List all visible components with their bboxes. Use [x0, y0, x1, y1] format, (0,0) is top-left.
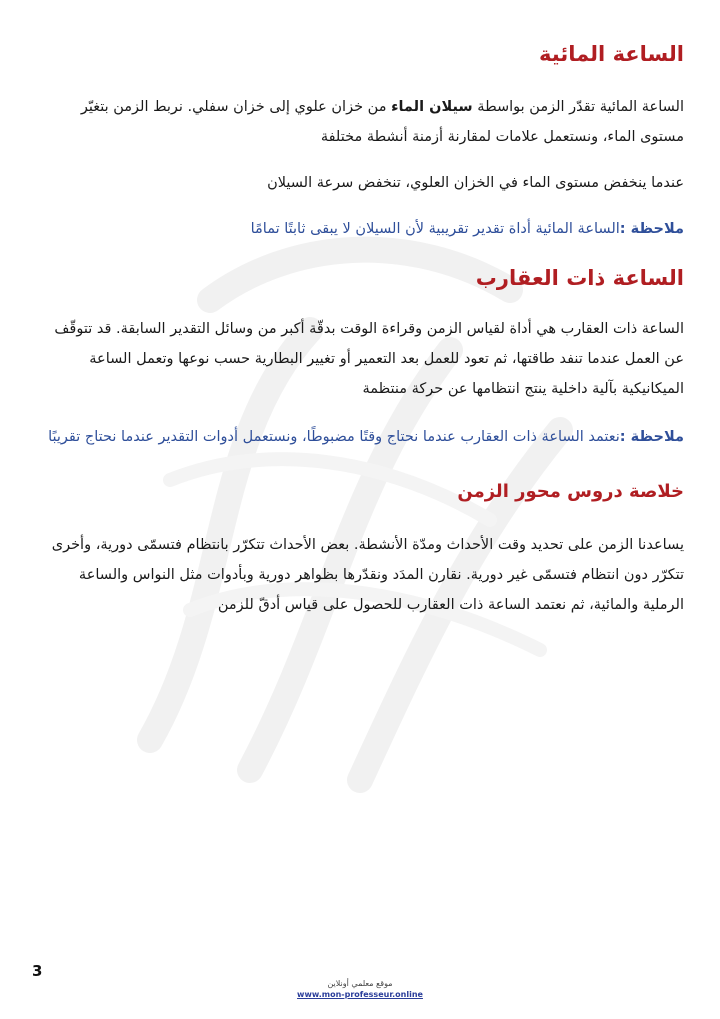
footer-site-name: موقع معلمي أونلاين [327, 979, 393, 988]
summary-heading: خلاصة دروس محور الزمن [457, 481, 684, 502]
analog-clock-paragraph: الساعة ذات العقارب هي أداة لقياس الزمن وقراءة الوقت بدقّة أكبر من وسائل التقدير السابقة. قد تتوقّف عن العمل عندما تنفد طاقتها، ثم تعود للعمل بعد التعمير أو تغيير البطارية حسب نوعها وتعمل الساعة الميكانيكية بآلية داخلية ينتج انتظامها عن حركة منتظمة [54, 321, 684, 397]
note-label: ملاحظة : [619, 429, 684, 445]
note-text: نعتمد الساعة ذات العقارب عندما نحتاج وقتًا مضبوطًا، ونستعمل أدوات التقدير عندما نحتاج تقريبًا [48, 429, 620, 445]
page-content [38, 34, 684, 620]
water-clock-note [38, 214, 684, 244]
summary-paragraph: يساعدنا الزمن على تحديد وقت الأحداث ومدّة الأنشطة. بعض الأحداث تتكرّر بانتظام فتسمّى دورية، وأخرى تتكرّر دون انتظام فتسمّى غير دورية. نقارن المدَد ونقدّرها بظواهر دورية وبأدوات مثل النواس والساعة الرملية والمائية، ثم نعتمد الساعة ذات العقارب للحصول على قياس أدقّ للزمن [51, 537, 684, 613]
water-p1-after: من خزان علوي إلى خزان سفلي. نربط الزمن بتغيّر مستوى الماء، ونستعمل علامات لمقارنة أزمنة أنشطة مختلفة [80, 99, 684, 145]
footer-site-link[interactable]: www.mon-professeur.online [297, 990, 423, 999]
page-number: 3 [32, 962, 43, 980]
water-clock-paragraph-1 [38, 92, 684, 152]
note-label: ملاحظة : [619, 221, 684, 237]
water-p1-bold: سيلان الماء [391, 99, 473, 115]
water-clock-heading: الساعة المائية [539, 42, 684, 66]
analog-clock-heading: الساعة ذات العقارب [475, 266, 684, 290]
water-p1-before: الساعة المائية تقدّر الزمن بواسطة [472, 99, 684, 115]
analog-clock-note [38, 422, 684, 452]
water-clock-paragraph-2: عندما ينخفض مستوى الماء في الخزان العلوي، تنخفض سرعة السيلان [267, 175, 684, 191]
footer [0, 978, 720, 1000]
note-text: الساعة المائية أداة تقدير تقريبية لأن السيلان لا يبقى ثابتًا تمامًا [250, 221, 620, 237]
